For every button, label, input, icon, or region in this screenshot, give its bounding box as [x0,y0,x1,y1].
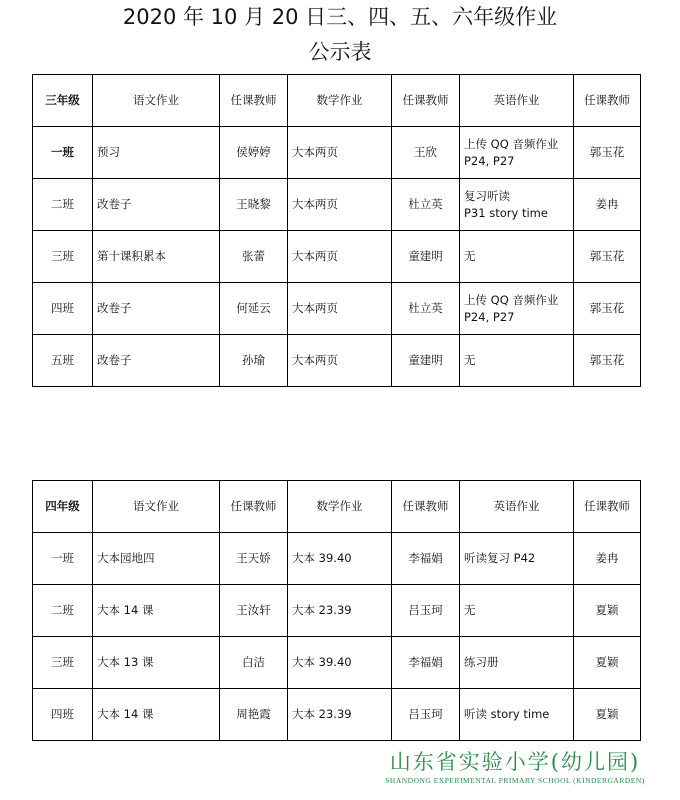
chinese-teacher: 周艳霞 [220,689,288,741]
english-homework: 听读复习 P42 [460,533,574,585]
english-teacher: 姜冉 [574,533,641,585]
header-english: 英语作业 [460,481,574,533]
math-homework: 大本两页 [288,179,392,231]
english-homework: 听读 story time [460,689,574,741]
page-title: 2020 年 10 月 20 日三、四、五、六年级作业 [122,5,558,29]
class-name: 二班 [33,179,93,231]
math-homework: 大本 39.40 [288,637,392,689]
math-homework: 大本两页 [288,335,392,387]
table-header-row [33,481,641,533]
english-teacher: 郭玉花 [574,283,641,335]
math-homework: 大本 23.39 [288,585,392,637]
header-chinese-teacher: 任课教师 [220,481,288,533]
header-chinese: 语文作业 [93,75,220,127]
english-teacher: 郭玉花 [574,231,641,283]
class-name: 二班 [33,585,93,637]
chinese-teacher: 王汝轩 [220,585,288,637]
english-homework: 练习册 [460,637,574,689]
math-teacher: 吕玉珂 [392,689,460,741]
table-row [33,335,641,387]
chinese-homework: 预习 [93,127,220,179]
class-name: 三班 [33,231,93,283]
grade3-table [32,74,641,387]
grade-label: 四年级 [33,481,93,533]
table-row [33,283,641,335]
school-logo [360,748,670,786]
math-teacher: 杜立英 [392,179,460,231]
chinese-homework: 改卷子 [93,335,220,387]
math-homework: 大本两页 [288,231,392,283]
chinese-teacher: 张蕾 [220,231,288,283]
math-teacher: 杜立英 [392,283,460,335]
chinese-teacher: 王晓黎 [220,179,288,231]
english-homework: 上传 QQ 音频作业 P24, P27 [460,283,574,335]
table-row [33,689,641,741]
chinese-teacher: 侯婷婷 [220,127,288,179]
chinese-teacher: 孙瑜 [220,335,288,387]
english-teacher: 夏颖 [574,689,641,741]
english-teacher: 夏颖 [574,585,641,637]
english-homework: 无 [460,335,574,387]
chinese-homework: 大本园地四 [93,533,220,585]
table-header-row [33,75,641,127]
chinese-teacher: 白洁 [220,637,288,689]
grade4-table [32,480,641,741]
class-name: 一班 [33,533,93,585]
english-homework: 无 [460,585,574,637]
chinese-homework: 第十课积累本 [93,231,220,283]
class-name: 三班 [33,637,93,689]
header-chinese: 语文作业 [93,481,220,533]
page-subtitle: 公示表 [308,40,372,64]
header-english-teacher: 任课教师 [574,481,641,533]
math-homework: 大本两页 [288,127,392,179]
chinese-teacher: 王天娇 [220,533,288,585]
math-teacher: 童建明 [392,335,460,387]
english-teacher: 夏颖 [574,637,641,689]
table-row [33,179,641,231]
class-name: 一班 [33,127,93,179]
table-row [33,127,641,179]
math-teacher: 李福娟 [392,533,460,585]
english-teacher: 郭玉花 [574,335,641,387]
grade-label: 三年级 [33,75,93,127]
math-homework: 大本 23.39 [288,689,392,741]
header-math-teacher: 任课教师 [392,75,460,127]
chinese-homework: 大本 14 课 [93,585,220,637]
header-math-teacher: 任课教师 [392,481,460,533]
math-teacher: 李福娟 [392,637,460,689]
header-math: 数学作业 [288,481,392,533]
english-teacher: 郭玉花 [574,127,641,179]
class-name: 五班 [33,335,93,387]
math-homework: 大本两页 [288,283,392,335]
table-row [33,533,641,585]
table-row [33,231,641,283]
header-english-teacher: 任课教师 [574,75,641,127]
school-logo-name-en: SHANDONG EXPERIMENTAL PRIMARY SCHOOL (KINDERGARDEN) [385,776,645,785]
header-math: 数学作业 [288,75,392,127]
math-teacher: 吕玉珂 [392,585,460,637]
chinese-homework: 改卷子 [93,283,220,335]
chinese-homework: 改卷子 [93,179,220,231]
english-homework: 复习听读 P31 story time [460,179,574,231]
english-homework: 上传 QQ 音频作业 P24, P27 [460,127,574,179]
english-teacher: 姜冉 [574,179,641,231]
chinese-teacher: 何延云 [220,283,288,335]
math-teacher: 童建明 [392,231,460,283]
class-name: 四班 [33,689,93,741]
chinese-homework: 大本 14 课 [93,689,220,741]
table-row [33,585,641,637]
header-english: 英语作业 [460,75,574,127]
table-row [33,637,641,689]
class-name: 四班 [33,283,93,335]
header-chinese-teacher: 任课教师 [220,75,288,127]
chinese-homework: 大本 13 课 [93,637,220,689]
english-homework: 无 [460,231,574,283]
math-homework: 大本 39.40 [288,533,392,585]
school-logo-name-cn: 山东省实验小学(幼儿园) [389,750,641,774]
math-teacher: 王欣 [392,127,460,179]
